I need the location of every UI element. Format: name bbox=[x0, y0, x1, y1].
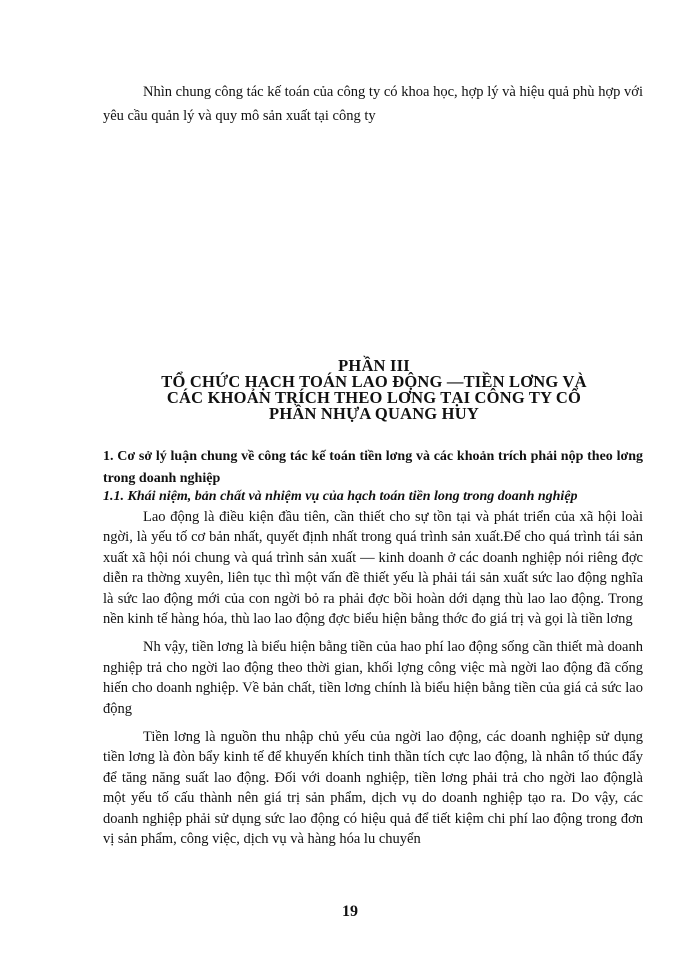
part-heading bbox=[100, 358, 648, 422]
body-paragraph-3: Tiền lơng là nguồn thu nhập chủ yếu của ngời lao động, các doanh nghiệp sử dụng tiền lơng là đòn bẩy kinh tế để khuyến khích tinh thần tích cực lao động, là nhân tố thúc đẩy để tăng năng suất lao động. Đối với doanh nghiệp, tiền lơng phải trả cho ngời lao độnglà một yếu tố cấu thành nên giá trị sản phẩm, dịch vụ do doanh nghiệp tạo ra. Do vậy, các doanh nghiệp phải sử dụng sức lao động có hiệu quả để tiết kiệm chi phí lao động trong đơn vị sản phẩm, công việc, dịch vụ và hàng hóa lu chuyển bbox=[103, 729, 643, 848]
intro-paragraph: Nhìn chung công tác kế toán của công ty có khoa học, hợp lý và hiệu quả phù hợp với yêu cầu quản lý và quy mô sản xuất tại công ty bbox=[103, 84, 643, 124]
part-title-line-2: CÁC KHOẢN TRÍCH THEO LƠNG TẠI CÔNG TY CỔ bbox=[166, 388, 582, 407]
body-paragraph-2: Nh vậy, tiền lơng là biểu hiện bằng tiền của hao phí lao động sống cần thiết mà doanh nghiệp trả cho ngời lao động theo thời gian, khối lợng công việc mà ngời lao động đã cống hiến cho doanh nghiệp. Về bản chất, tiền lơng chính là biểu hiện bằng tiền của giá cả sức lao động bbox=[103, 639, 643, 717]
part-title-line-3: PHẦN NHỰA QUANG HUY bbox=[269, 404, 479, 423]
page-number: 19 bbox=[342, 903, 358, 920]
body-paragraph-1: Lao động là điều kiện đầu tiên, cần thiết cho sự tồn tại và phát triển của xã hội loài ngời, là yếu tố cơ bản nhất, quyết định nhất trong quá trình sản xuất.Để cho quá trình tái sản xuất xã hội nói chung và quá trình sản xuất — kinh doanh ở các doanh nghiệp nói riêng đợc diễn ra thờng xuyên, liên tục thì một vấn đề thiết yếu là phải tái sản xuất sức lao động nghĩa là sức lao động mới của con ngời bỏ ra phải đợc bồi hoàn dới dạng thù lao lao động. Trong nền kinh tế hàng hóa, thù lao lao động đợc biểu hiện bằng thớc đo giá trị và gọi là tiền lơng bbox=[103, 509, 643, 628]
body-text bbox=[103, 507, 643, 858]
subsection-1-1-title: 1.1. Khái niệm, bản chất và nhiệm vụ của hạch toán tiền long trong doanh nghiệp bbox=[103, 489, 578, 504]
section-1-title: 1. Cơ sở lý luận chung về công tác kế toán tiền lơng và các khoản trích phải nộp theo lơng trong doanh nghiệp bbox=[103, 449, 643, 486]
intro-section bbox=[103, 80, 643, 128]
part-number: PHẦN III bbox=[338, 356, 410, 375]
part-title-line-1: TỔ CHỨC HẠCH TOÁN LAO ĐỘNG —TIỀN LƠNG VÀ bbox=[161, 372, 587, 391]
